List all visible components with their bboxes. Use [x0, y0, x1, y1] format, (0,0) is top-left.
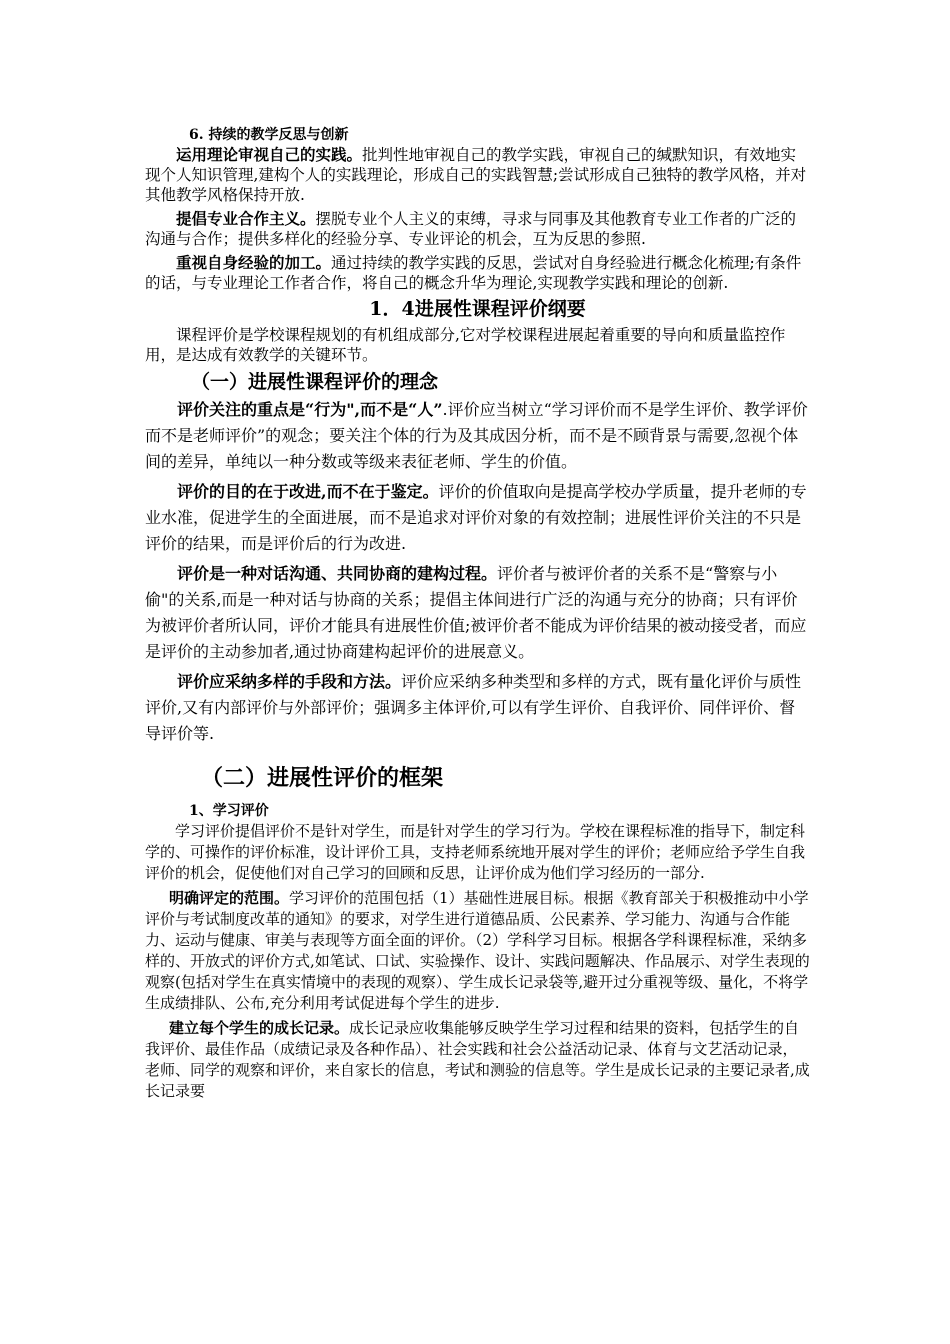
paragraph-lead: 评价是一种对话沟通、共同协商的建构过程。: [177, 564, 498, 583]
paragraph-body: 评价应采纳多种类型和多样的方式，既有量化评价与质性评价,又有内部评价与外部评价；强调多主体评价,可以有学生评价、自我评价、同伴评价、督导评价等.: [145, 672, 802, 743]
document-page: [145, 125, 810, 1102]
paragraph-lead: 评价应采纳多样的手段和方法。: [177, 672, 402, 691]
paragraph-body: 成长记录应收集能够反映学生学习过程和结果的资料，包括学生的自我评价、最佳作品（成绩记录及各种作品）、社会实践和社会公益活动记录、体育与文艺活动记录，老师、同学的观察和评价，来自家长的信息，考试和测验的信息等。学生是成长记录的主要记录者,成长记录要: [145, 1019, 810, 1100]
item-1-heading: 1、学习评价: [189, 803, 269, 819]
paragraph-body: 评价者与被评价者的关系不是“警察与小偷"的关系,而是一种对话与协商的关系；提倡主体间进行广泛的沟通与充分的协商；只有评价为被评价者所认同，评价才能具有进展性价值;被评价者不能成为评价结果的被动接受者，而应是评价的主动参加者,通过协商建构起评价的进展意义。: [145, 564, 807, 661]
paragraph-improvement-purpose: [145, 479, 810, 557]
paragraph-theory-practice: [145, 145, 810, 205]
paragraph-body: 批判性地审视自己的教学实践，审视自己的缄默知识，有效地实现个人知识管理,建构个人的实践理论，形成自己的实践智慧;尝试形成自己独特的教学风格，并对其他教学风格保持开放.: [145, 146, 807, 204]
subsection-1-heading: （一）进展性课程评价的理念: [191, 371, 439, 393]
paragraph-dialogue-process: [145, 561, 810, 665]
paragraph-body: .评价应当树立“学习评价而不是学生评价、教学评价而不是老师评价”的观念；要关注个体的行为及其成因分析，而不是不顾背景与需要,忽视个体间的差异，单纯以一种分数或等级来表征老师、学生的价值。: [145, 400, 808, 471]
paragraph-lead: 明确评定的范围。: [169, 889, 290, 907]
paragraph-diverse-methods: [145, 669, 810, 747]
paragraph-professional-cooperation: [145, 209, 810, 249]
paragraph-evaluation-scope: [145, 888, 810, 1014]
paragraph-lead: 评价关注的重点是“行为",而不是“人”: [177, 400, 443, 419]
paragraph-behavior-focus: [145, 397, 810, 475]
section-1-4-heading: 1．4进展性课程评价纲要: [369, 298, 586, 320]
paragraph-body: 摆脱专业个人主义的束缚，寻求与同事及其他教育专业工作者的广泛的沟通与合作；提供多样化的经验分享、专业评论的机会，互为反思的参照.: [145, 210, 797, 248]
paragraph-lead: 重视自身经验的加工。: [176, 253, 332, 272]
paragraph-lead: 建立每个学生的成长记录。: [169, 1019, 350, 1037]
paragraph-body: 学习评价提倡评价不是针对学生，而是针对学生的学习行为。学校在课程标准的指导下，制定科学的、可操作的评价标准，设计评价工具，支持老师系统地开展对学生的评价；老师应给予学生自我评价的机会，促使他们对自己学习的回顾和反思，让评价成为他们学习经历的一部分.: [145, 822, 806, 882]
paragraph-lead: 评价的目的在于改进,而不在于鉴定。: [177, 482, 439, 501]
paragraph-evaluation-intro: [145, 325, 810, 365]
paragraph-experience-processing: [145, 253, 810, 293]
paragraph-growth-record: [145, 1018, 810, 1102]
paragraph-lead: 提倡专业合作主义。: [176, 209, 316, 228]
paragraph-body: 评价的价值取向是提高学校办学质量，提升老师的专业水准，促进学生的全面进展，而不是追求对评价对象的有效控制；进展性评价关注的不只是评价的结果，而是评价后的行为改进.: [145, 482, 807, 553]
section-6-heading: 6. 持续的教学反思与创新: [189, 127, 349, 143]
paragraph-body: 通过持续的教学实践的反思，尝试对自身经验进行概念化梳理;有条件的话，与专业理论工作者合作，将自己的概念升华为理论,实现教学实践和理论的创新.: [145, 254, 802, 292]
paragraph-lead: 运用理论审视自己的实践。: [176, 145, 363, 164]
paragraph-body: 学习评价的范围包括（1）基础性进展目标。根据《教育部关于积极推动中小学评价与考试制度改革的通知》的要求，对学生进行道德品质、公民素养、学习能力、沟通与合作能力、运动与健康、审美与表现等方面全面的评价。（2）学科学习目标。根据各学科课程标准，采纳多样的、开放式的评价方式,如笔试、口试、实验操作、设计、实践问题解决、作品展示、对学生表现的观察(包括对学生在真实情境中的表现的观察）、学生成长记录袋等,避开过分重视等级、量化，不将学生成绩排队、公布,充分利用考试促进每个学生的进步.: [145, 889, 810, 1012]
paragraph-body: 课程评价是学校课程规划的有机组成部分,它对学校课程进展起着重要的导向和质量监控作用，是达成有效教学的关键环节。: [145, 326, 786, 364]
subsection-2-heading: （二）进展性评价的框架: [201, 765, 444, 791]
paragraph-learning-evaluation: [145, 821, 810, 884]
